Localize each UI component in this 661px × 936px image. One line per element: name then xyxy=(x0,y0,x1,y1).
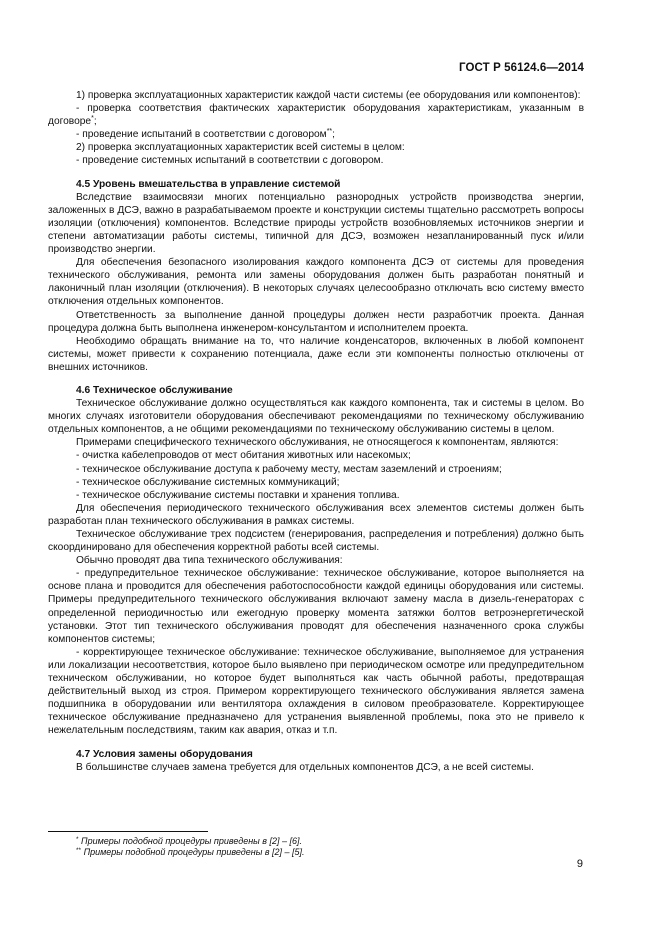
section-heading: 4.7 Условия замены оборудования xyxy=(76,748,253,760)
list-item: - техническое обслуживание системных коммуникаций; xyxy=(76,476,340,488)
list-item: - техническое обслуживание доступа к рабочему месту, местам заземлений и строениям; xyxy=(76,463,502,475)
list-item: 1) проверка эксплуатационных характеристик каждой части системы (ее оборудования или компонентов): xyxy=(76,90,581,101)
footnote-divider xyxy=(48,831,208,832)
paragraph: Для обеспечения периодического технического обслуживания всех элементов системы должен быть разработан план технического обслуживания в рамках системы. xyxy=(48,502,584,527)
section-heading: 4.6 Техническое обслуживание xyxy=(76,384,233,396)
list-item: - предупредительное техническое обслуживание: техническое обслуживание, которое выполняется на основе плана и проводится для обеспечения работоспособности каждой единицы оборудования или системы. Примеры предупредительного технического обслуживания включают замену масла в дизель-генераторах с определенной периодичностью или ежегодную проверку момента затяжки болтов ветроэнергетической установки. Этот тип технического обслуживания проводят для обеспечения назначенного срока службы компонентов системы; xyxy=(48,568,584,645)
paragraph: В большинстве случаев замена требуется для отдельных компонентов ДСЭ, а не всей системы. xyxy=(76,761,534,773)
list-item: - проведение испытаний в соответствии с договором**; xyxy=(76,128,335,141)
footnote: * Примеры подобной процедуры приведены в [2] – [6]. xyxy=(76,836,303,846)
paragraph: Ответственность за выполнение данной процедуры должен нести разработчик проекта. Данная процедура должна быть выполнена инженером-консультантом и исполнителем проекта. xyxy=(48,309,584,334)
paragraph: Техническое обслуживание трех подсистем (генерирования, распределения и потребления) должно быть скоординировано для обеспечения корректной работы всей системы. xyxy=(48,529,584,554)
section-heading: 4.5 Уровень вмешательства в управление системой xyxy=(76,178,341,190)
footnotes xyxy=(76,836,576,858)
paragraph: Обычно проводят два типа технического обслуживания: xyxy=(76,555,343,567)
page-number: 9 xyxy=(576,858,583,870)
footnote-marker: * xyxy=(76,836,79,843)
page-content xyxy=(48,89,584,774)
list-item: - проведение системных испытаний в соответствии с договором. xyxy=(76,155,384,167)
paragraph: Техническое обслуживание должно осуществляться как каждого компонента, так и системы в целом. Во многих случаях изготовители оборудования обеспечивают рекомендациями по техническому обслуживанию отдельных компонентов, а не общими рекомендациями по техническому обслуживанию системы в целом. xyxy=(48,398,584,436)
paragraph: Для обеспечения безопасного изолирования каждого компонента ДСЭ от системы для проведения технического обслуживания, ремонта или замены оборудования должен быть разработан понятный и лаконичный план изоляции (отключения). В некоторых случаях целесообразно отключать всю систему вместо отключения отдельных компонентов. xyxy=(48,257,584,308)
list-item: - проверка соответствия фактических характеристик оборудования характеристикам, указанным в договоре*; xyxy=(48,103,584,128)
footnote: ** Примеры подобной процедуры приведены в [2] – [5]. xyxy=(76,847,305,858)
list-item: - корректирующее техническое обслуживание: техническое обслуживание, выполняемое для устранения или локализации несоответствия, которое было выявлено при периодическом осмотре или предупредительном техническом обслуживании, но которое будет выполняться как часть обычной работы, предотвращая действительный выход из строя. Примером корректирующего технического обслуживания является замена подшипника в оборудовании или вентилятора охлаждения в силовом преобразователе. Корректирующее техническое обслуживание предназначено для устранения выявленной проблемы, пока это не привело к нежелательным последствиям, таким как авария, отказ и т.п. xyxy=(48,646,584,737)
paragraph: Вследствие взаимосвязи многих потенциально разнородных устройств производства энергии, заложенных в ДСЭ, важно в разрабатываемом проекте и конструкции системы тщательно рассмотреть вопросы изоляции (отключения) компонентов. Вследствие природы устройств возобновляемых источников энергии и степени автоматизации работы системы, типичной для ДСЭ, возможен незапланированный пуск и/или производство энергии. xyxy=(48,191,584,256)
footnote-marker: * xyxy=(91,115,94,123)
document-id-header: ГОСТ Р 56124.6—2014 xyxy=(459,62,584,74)
paragraph: Необходимо обращать внимание на то, что наличие конденсаторов, включенных в любой компонент системы, может привести к сохранению потенциала, даже если эти компоненты полностью отключены от внешних источников. xyxy=(48,335,584,373)
list-item: 2) проверка эксплуатационных характеристик всей системы в целом: xyxy=(76,142,405,154)
paragraph: Примерами специфического технического обслуживания, не относящегося к компонентам, являются: xyxy=(76,437,559,449)
footnote-marker: ** xyxy=(76,847,82,855)
list-item: - техническое обслуживание системы поставки и хранения топлива. xyxy=(76,489,400,501)
footnote-marker: ** xyxy=(326,128,333,136)
list-item: - очистка кабелепроводов от мест обитания животных или насекомых; xyxy=(76,450,411,462)
